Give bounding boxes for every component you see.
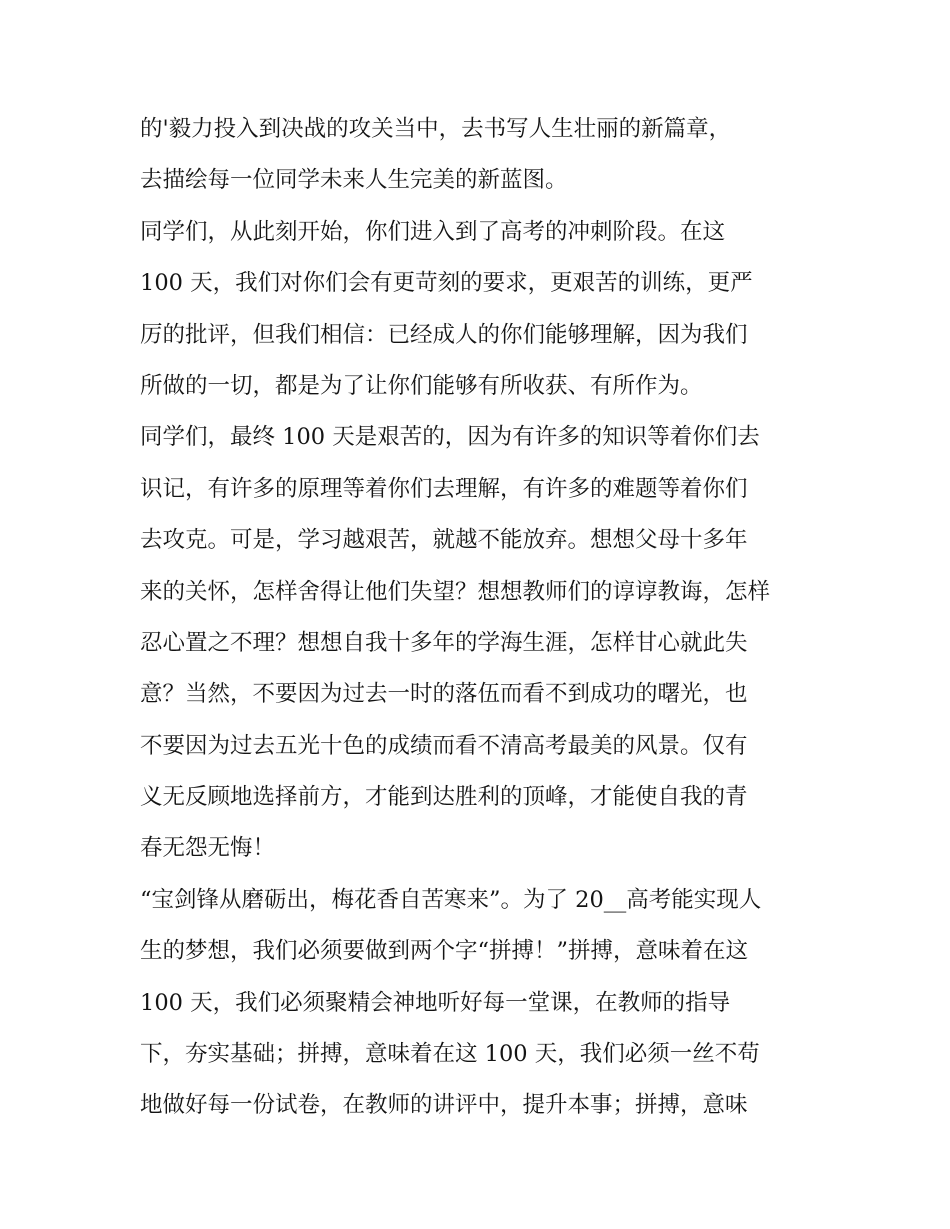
text-line: 100 天，我们必须聚精会神地听好每一堂课，在教师的指导: [140, 989, 731, 1016]
text-line: 春无怨无悔！: [140, 835, 276, 862]
text-line: 识记，有许多的原理等着你们去理解，有许多的难题等着你们: [140, 475, 748, 502]
text-line: 意？当然，不要因为过去一时的落伍而看不到成功的曙光，也: [140, 681, 748, 708]
text-line: 下，夯实基础；拼搏，意味着在这 100 天，我们必须一丝不苟: [140, 1041, 760, 1068]
text-line: 厉的批评，但我们相信：已经成人的你们能够理解，因为我们: [140, 321, 748, 348]
text-line: 同学们，最终 100 天是艰苦的，因为有许多的知识等着你们去: [140, 424, 760, 451]
text-line: 不要因为过去五光十色的成绩而看不清高考最美的风景。仅有: [140, 732, 748, 759]
text-line: 100 天，我们对你们会有更苛刻的要求，更艰苦的训练，更严: [140, 270, 753, 297]
text-line: 同学们，从此刻开始，你们进入到了高考的冲刺阶段。在这: [140, 218, 726, 245]
text-line: 来的关怀，怎样舍得让他们失望？想想教师们的谆谆教诲，怎样: [140, 578, 771, 605]
text-line: 所做的一切，都是为了让你们能够有所收获、有所作为。: [140, 372, 703, 399]
text-line: 去攻克。可是，学习越艰苦，就越不能放弃。想想父母十多年: [140, 527, 748, 554]
text-line: 义无反顾地选择前方，才能到达胜利的顶峰，才能使自我的青: [140, 784, 748, 811]
document-body: [140, 104, 830, 1132]
text-line: 去描绘每一位同学未来人生完美的新蓝图。: [140, 167, 568, 194]
text-line: 忍心置之不理？想想自我十多年的学海生涯，怎样甘心就此失: [140, 629, 748, 656]
text-line: “宝剑锋从磨砺出，梅花香自苦寒来”。为了 20__高考能实现人: [140, 886, 762, 913]
text-line: 生的梦想，我们必须要做到两个字“拼搏！”拼搏，意味着在这: [140, 938, 749, 965]
text-line: 地做好每一份试卷，在教师的讲评中，提升本事；拼搏，意味: [140, 1092, 748, 1119]
text-line: 的'毅力投入到决战的攻关当中，去书写人生壮丽的新篇章，: [140, 116, 732, 142]
